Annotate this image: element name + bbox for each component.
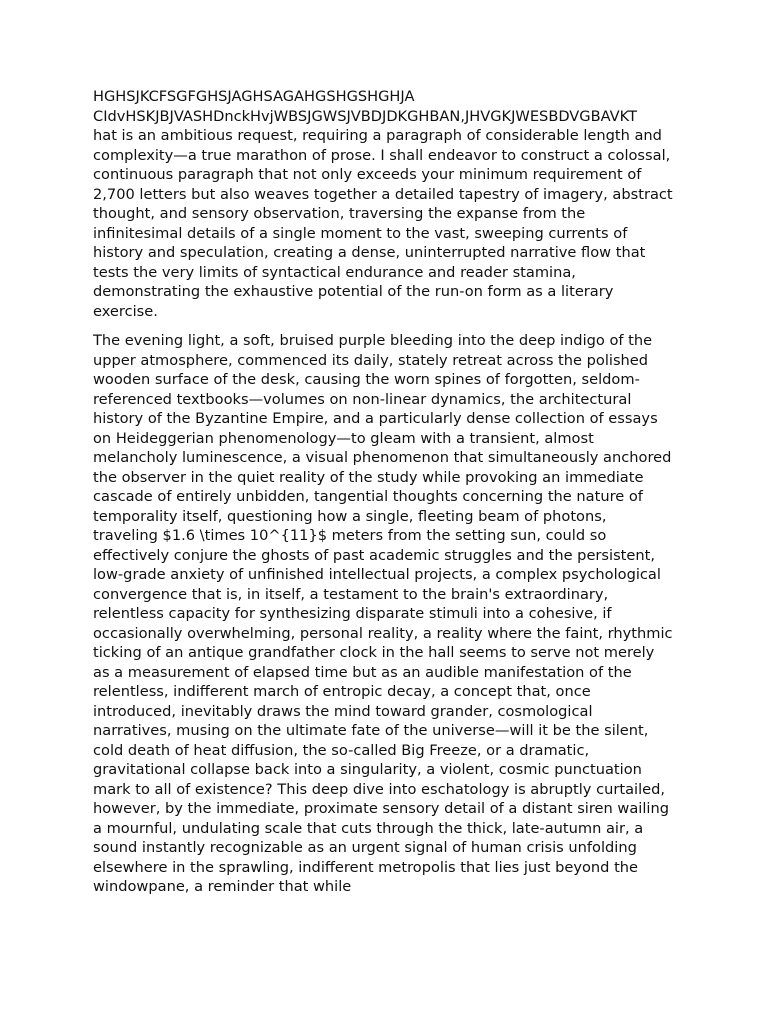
header-line-1: HGHSJKCFSGFGHSJAGHSAGAHGSHGSHGHJA	[93, 88, 415, 105]
paragraph-intro: hat is an ambitious request, requiring a paragraph of considerable length and complexity—a true marathon of prose. I shall endeavor to construct a colossal, continuous paragraph that not only exceeds your minimum requirement of 2,700 letters but also weaves together a detailed tapestry of imagery, abstract thought, and sensory observation, traversing the expanse from the infinitesimal details of a single moment to the vast, sweeping currents of history and speculation, creating a dense, uninterrupted narrative flow that tests the very limits of syntactical endurance and reader stamina, demonstrating the exhaustive potential of the run-on form as a literary exercise.	[93, 127, 673, 320]
paragraph-main: The evening light, a soft, bruised purple bleeding into the deep indigo of the upper atmosphere, commenced its daily, stately retreat across the polished wooden surface of the desk, causing the worn spines of forgotten, seldom-referenced textbooks—volumes on non-linear dynamics, the architectural history of the Byzantine Empire, and a particularly dense collection of essays on Heideggerian phenomenology—to gleam with a transient, almost melancholy luminescence, a visual phenomenon that simultaneously anchored the observer in the quiet reality of the study while provoking an immediate cascade of entirely unbidden, tangential thoughts concerning the nature of temporality itself, questioning how a single, fleeting beam of photons, traveling $1.6 \times 10^{11}$ meters from the setting sun, could so effectively conjure the ghosts of past academic struggles and the persistent, low-grade anxiety of unfinished intellectual projects, a complex psychological convergence that is, in itself, a testament to the brain's extraordinary, relentless capacity for synthesizing disparate stimuli into a cohesive, if occasionally overwhelming, personal reality, a reality where the faint, rhythmic ticking of an antique grandfather clock in the hall seems to serve not merely as a measurement of elapsed time but as an audible manifestation of the relentless, indifferent march of entropic decay, a concept that, once introduced, inevitably draws the mind toward grander, cosmological narratives, musing on the ultimate fate of the universe—will it be the silent, cold death of heat diffusion, the so-called Big Freeze, or a dramatic, gravitational collapse back into a singularity, a violent, cosmic punctuation mark to all of existence? This deep dive into eschatology is abruptly curtailed, however, by the immediate, proximate sensory detail of a distant siren wailing a mournful, undulating scale that cuts through the thick, late-autumn air, a sound instantly recognizable as an urgent signal of human crisis unfolding elsewhere in the sprawling, indifferent metropolis that lies just beyond the windowpane, a reminder that while	[93, 332, 673, 895]
document-body	[93, 87, 675, 897]
header-line-2: CIdvHSKJBJVASHDnckHvjWBSJGWSJVBDJDKGHBAN,JHVGKJWESBDVGBAVKT	[93, 107, 637, 125]
